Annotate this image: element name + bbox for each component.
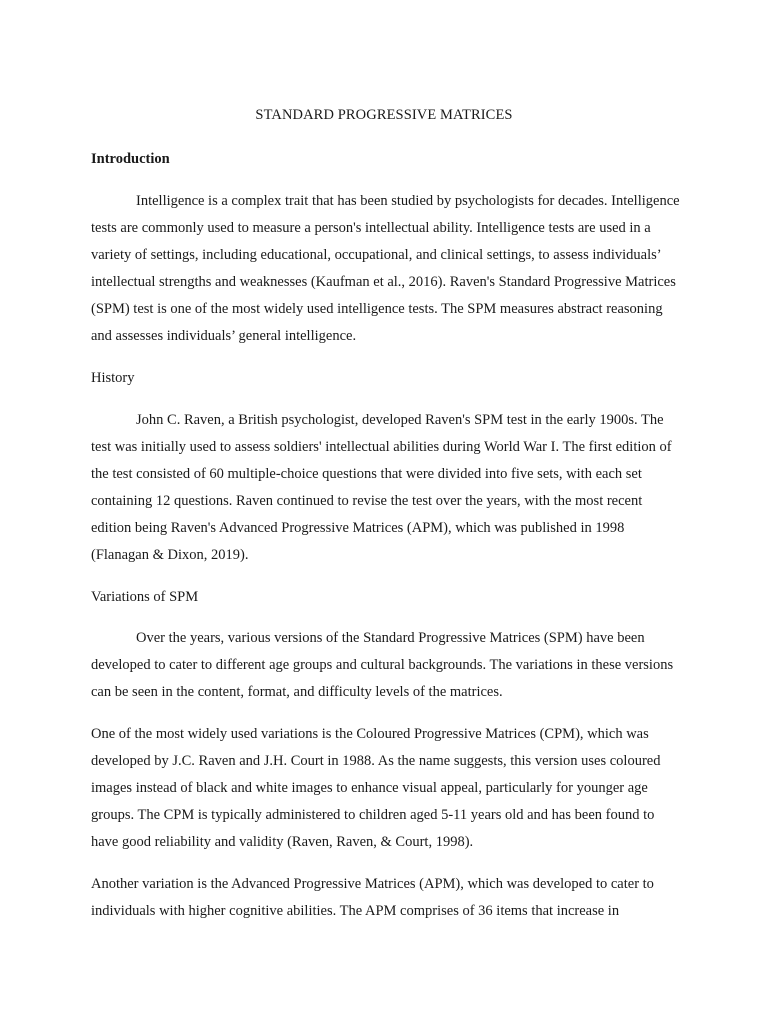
section-heading-variations: Variations of SPM [91,589,199,605]
paragraph-variations-intro: Over the years, various versions of the Standard Progressive Matrices (SPM) have been developed to cater to different age groups and cultural backgrounds. The variations in these versions can be seen in the content, format, and difficulty levels of the matrices. [91,630,674,700]
paragraph-introduction: Intelligence is a complex trait that has been studied by psychologists for decades. Intelligence tests are commonly used to measure a person's intellectual ability. Intelligence tests are used in a variety of settings, including educational, occupational, and clinical settings, to assess individuals’ intellectual strengths and weaknesses (Kaufman et al., 2016). Raven's Standard Progressive Matrices (SPM) test is one of the most widely used intelligence tests. The SPM measures abstract reasoning and assesses individuals’ general intelligence. [91,193,680,344]
paragraph-history: John C. Raven, a British psychologist, developed Raven's SPM test in the early 1900s. The test was initially used to assess soldiers' intellectual abilities during World War I. The first edition of the test consisted of 60 multiple-choice questions that were divided into five sets, with each set containing 12 questions. Raven continued to revise the test over the years, with the most recent edition being Raven's Advanced Progressive Matrices (APM), which was published in 1998 (Flanagan & Dixon, 2019). [91,412,672,563]
document-title: STANDARD PROGRESSIVE MATRICES [255,107,513,123]
section-heading-history: History [91,370,135,386]
paragraph-variations-apm: Another variation is the Advanced Progressive Matrices (APM), which was developed to cater to individuals with higher cognitive abilities. The APM comprises of 36 items that increase in [91,876,654,919]
section-heading-introduction: Introduction [91,151,170,167]
paragraph-variations-cpm: One of the most widely used variations is the Coloured Progressive Matrices (CPM), which was developed by J.C. Raven and J.H. Court in 1988. As the name suggests, this version uses coloured images instead of black and white images to enhance visual appeal, particularly for younger age groups. The CPM is typically administered to children aged 5-11 years old and has been found to have good reliability and validity (Raven, Raven, & Court, 1998). [91,726,661,850]
